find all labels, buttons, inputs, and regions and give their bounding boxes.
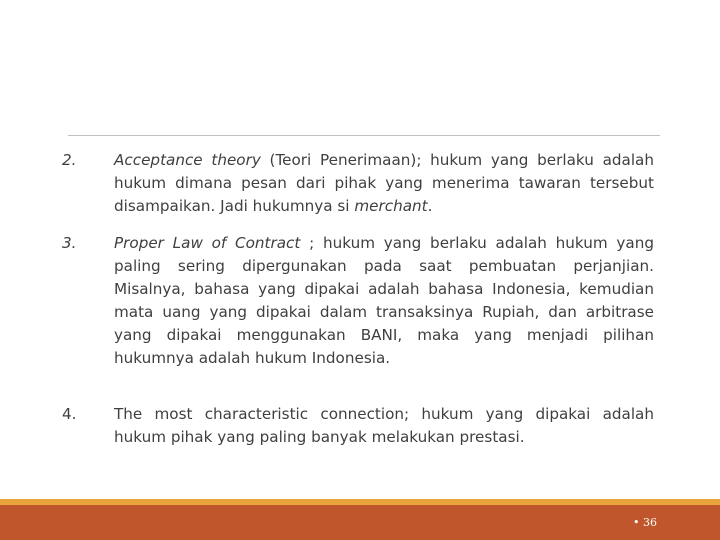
item-text bbox=[114, 232, 654, 370]
list-item bbox=[62, 403, 654, 449]
list-item bbox=[62, 232, 654, 370]
item-body: (Teori Penerimaan); hukum yang berlaku adalah hukum dimana pesan dari pihak yang menerima tawaran tersebut disampaikan. Jadi hukumnya si bbox=[114, 151, 654, 215]
item-body: The most characteristic connection; hukum yang dipakai adalah hukum pihak yang paling banyak melakukan prestasi. bbox=[114, 405, 654, 446]
item-number: 3. bbox=[62, 234, 77, 252]
item-number: 4. bbox=[62, 405, 77, 423]
list-item bbox=[62, 149, 654, 218]
item-tail-italic: merchant bbox=[354, 197, 428, 215]
item-lead-italic: Proper Law of Contract bbox=[114, 234, 301, 252]
item-text bbox=[114, 403, 654, 449]
item-tail: . bbox=[427, 197, 433, 215]
item-number: 2. bbox=[62, 151, 77, 169]
item-lead-italic: Acceptance theory bbox=[114, 151, 261, 169]
item-body: ; hukum yang berlaku adalah hukum yang paling sering dipergunakan pada saat pembuatan perjanjian. Misalnya, bahasa yang dipakai adalah bahasa Indonesia, kemudian mata uang yang dipakai dalam transaksinya Rupiah, dan arbitrase yang dipakai menggunakan BANI, maka yang menjadi pilihan hukumnya adalah hukum Indonesia. bbox=[114, 234, 654, 367]
item-text bbox=[114, 149, 654, 218]
footer-bar bbox=[0, 505, 720, 540]
divider-line bbox=[68, 135, 660, 136]
page-number: • 36 bbox=[633, 516, 657, 529]
